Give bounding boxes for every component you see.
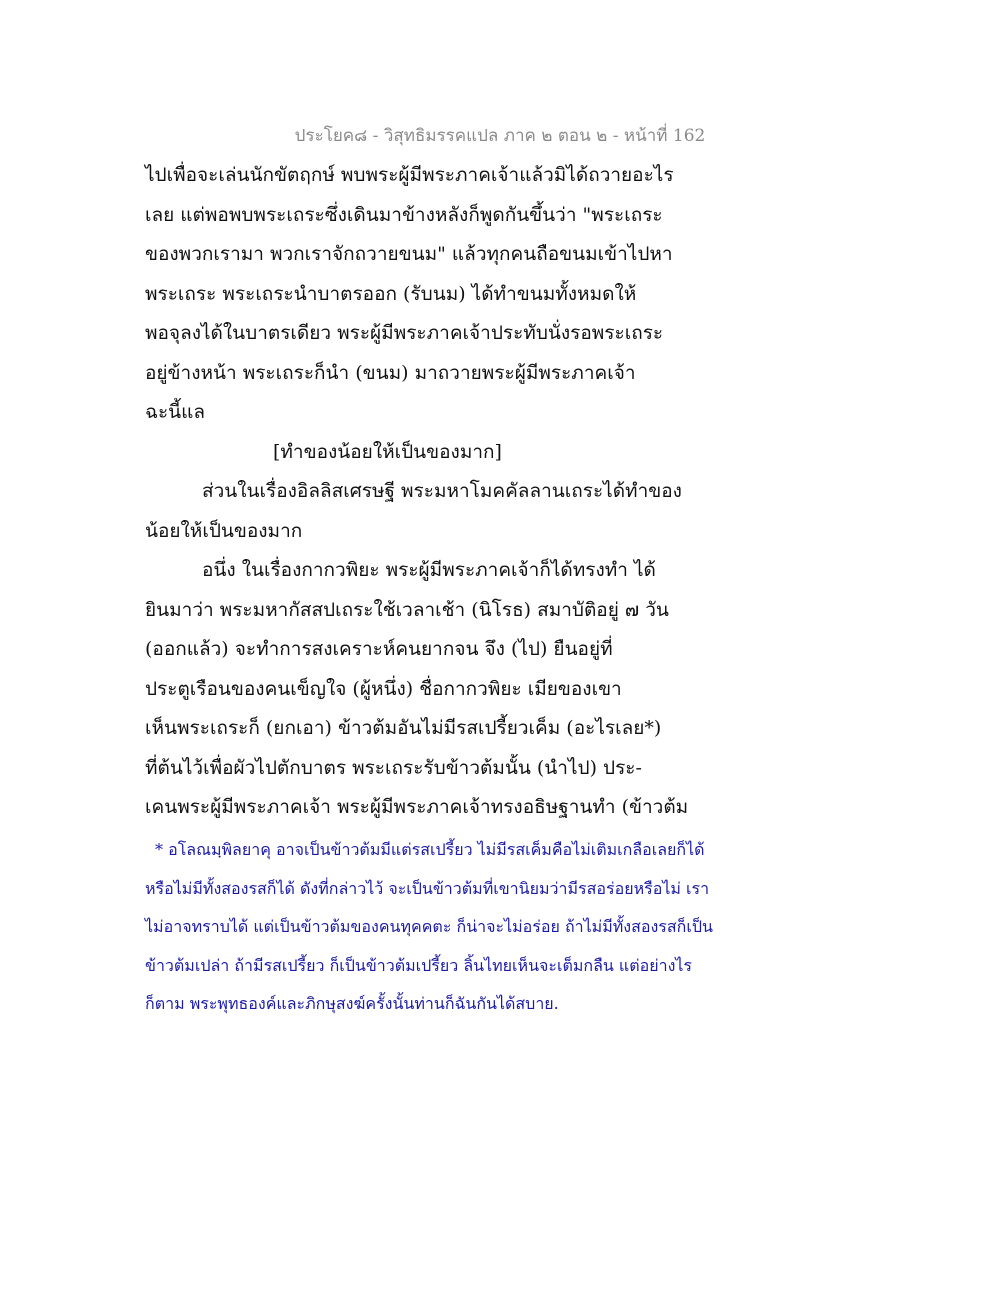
paragraph-line: อนึ่ง ในเรื่องกากวพิยะ พระผู้มีพระภาคเจ้าก็ได้ทรงทำ ได้ [202,559,656,581]
body-line: พอจุลงได้ในบาตรเดียว พระผู้มีพระภาคเจ้าประทับนั่งรอพระเถระ [145,322,664,344]
body-line: ฉะนี้แล [145,401,206,423]
footnote-line: หรือไม่มีทั้งสองรสก็ได้ ดังที่กล่าวไว้ จะเป็นข้าวต้มที่เขานิยมว่ามีรสอร่อยหรือไม่ เรา [145,878,710,898]
paragraph-line: น้อยให้เป็นของมาก [145,519,303,542]
footnote-line: ก็ตาม พระพุทธองค์และภิกษุสงฆ์ครั้งนั้นท่านก็ฉันกันได้สบาย. [145,994,559,1013]
footnote-line: ไม่อาจทราบได้ แต่เป็นข้าวต้มของคนทุคคตะ ก็น่าจะไม่อร่อย ถ้าไม่มีทั้งสองรสก็เป็น [145,917,713,936]
body-line: พระเถระ พระเถระนำบาตรออก (รับนม) ได้ทำขนมทั้งหมดให้ [145,282,637,305]
paragraph-line: เห็นพระเถระก็ (ยกเอา) ข้าวต้มอันไม่มีรสเปรี้ยวเค็ม (อะไรเลย*) [145,717,662,739]
paragraph-line: ยินมาว่า พระมหากัสสปเถระใช้เวลาเช้า (นิโรธ) สมาบัติอยู่ ๗ วัน [145,598,669,621]
body-line: อยู่ข้างหน้า พระเถระก็นำ (ขนม) มาถวายพระผู้มีพระภาคเจ้า [145,361,636,384]
body-line: เลย แต่พอพบพระเถระซึ่งเดินมาข้างหลังก็พูดกันขึ้นว่า "พระเถระ [145,203,663,226]
paragraph-line: ประตูเรือนของคนเข็ญใจ (ผู้หนึ่ง) ชื่อกากวพิยะ เมียของเขา [145,677,622,700]
footnote [145,831,865,1024]
body-text [145,156,865,828]
paragraph-line: (ออกแล้ว) จะทำการสงเคราะห์คนยากจน จึง (ไป) ยืนอยู่ที่ [145,638,613,660]
body-line: ของพวกเรามา พวกเราจักถวายขนม" แล้วทุกคนถือขนมเข้าไปหา [145,243,673,265]
footnote-line: * อโลณมฺพิลยาคุ อาจเป็นข้าวต้มมีแต่รสเปรี้ยว ไม่มีรสเค็มคือไม่เติมเกลือเลยก็ได้ [155,840,705,859]
body-line: ไปเพื่อจะเล่นนักขัตฤกษ์ พบพระผู้มีพระภาคเจ้าแล้วมิได้ถวายอะไร [145,164,674,186]
section-heading: [ทำของน้อยให้เป็นของมาก] [273,440,502,463]
page-header: ประโยค๘ - วิสุทธิมรรคแปล ภาค ๒ ตอน ๒ - หน้าที่ 162 [294,126,706,146]
footnote-line: ข้าวต้มเปล่า ถ้ามีรสเปรี้ยว ก็เป็นข้าวต้มเปรี้ยว ลิ้นไทยเห็นจะเต็มกลืน แต่อย่างไร [145,955,693,975]
paragraph-line: เคนพระผู้มีพระภาคเจ้า พระผู้มีพระภาคเจ้าทรงอธิษฐานทำ (ข้าวต้ม [145,796,689,818]
paragraph-line: ที่ต้นไว้เพื่อผัวไปตักบาตร พระเถระรับข้าวต้มนั้น (นำไป) ประ- [145,756,642,779]
paragraph-line: ส่วนในเรื่องอิลลิสเศรษฐี พระมหาโมคคัลลานเถระได้ทำของ [202,480,682,502]
